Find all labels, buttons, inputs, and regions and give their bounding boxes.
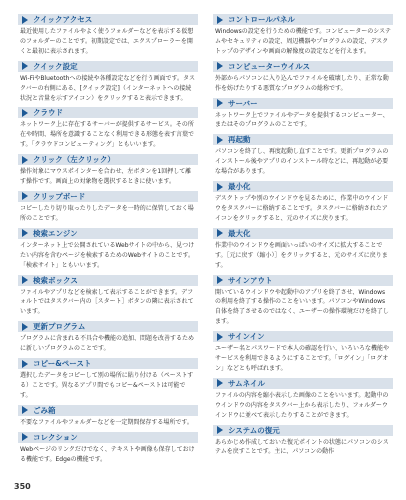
entry-body: 外部からパソコンに入り込んでファイルを破壊したり、正常な動作を妨げたりする悪質なプログラムの総称です。 — [215, 74, 389, 92]
glossary-entry — [18, 61, 198, 104]
entry-heading — [213, 378, 393, 389]
entry-body: ネットワーク上でファイルやデータを提供するコンピューター、またはそのプログラムのことです。 — [215, 111, 389, 129]
entry-body: パソコンを終了し、再度起動し直すことです。更新プログラムのインストール後やアプリのインストール時などに、再起動が必要な場合があります。 — [215, 148, 389, 176]
entry-body: Webページのリンクだけでなく、テキストや画像も保存しておける機能です。Edgeの機能です。 — [20, 445, 195, 463]
glossary-entry — [18, 107, 198, 150]
entry-title: 更新プログラム — [33, 322, 86, 332]
entry-body: 不要なファイルやフォルダーなどを一定期間保存する場所です。 — [20, 418, 193, 426]
entry-heading — [18, 358, 198, 369]
entry-title: ごみ箱 — [33, 405, 56, 415]
entry-heading — [18, 275, 198, 286]
glossary-entry — [213, 134, 393, 177]
entry-title: サインアウト — [228, 275, 273, 285]
entry-title: システムの復元 — [228, 425, 280, 435]
entry-heading — [18, 321, 198, 332]
entry-title: 検索ボックス — [33, 275, 78, 285]
entry-body: ネットワーク上に存在するサーバーが提供するサービス。その所在や時間、場所を意識することなく利用できる形態を表す言葉です。「クラウドコンピューティング」ともいいます。 — [20, 121, 195, 149]
entry-body: 作業中のウインドウを画面いっぱいのサイズに拡大することです。［元に戻す（縮小）］をクリックすると、元のサイズに戻ります。 — [215, 241, 388, 269]
entry-heading — [213, 331, 393, 342]
glossary-entry — [18, 14, 198, 57]
entry-title: クイックアクセス — [33, 15, 93, 24]
arrow-icon — [22, 276, 28, 284]
entry-heading — [18, 432, 198, 443]
entry-heading — [213, 134, 393, 145]
entry-body: プログラムに含まれる不具合や機能の追加、問題を改善するために新しいプログラムのことです。 — [20, 335, 194, 353]
entry-body: あらかじめ作成しておいた復元ポイントの状態にパソコンのシステムを戻すことです。主に、パソコンの動作 — [215, 438, 389, 456]
entry-body: コピーしたり切り取ったりしたデータを一時的に保管しておく場所のことです。 — [20, 204, 194, 222]
glossary-entry — [18, 321, 198, 354]
arrow-icon — [22, 360, 28, 368]
arrow-icon — [22, 323, 28, 331]
entry-body: インターネット上で公開されているWebサイトの中から、見つけたい内容を含むページを検索するためのWebサイトのことです。「検索サイト」ともいいます。 — [20, 241, 195, 269]
arrow-icon — [217, 426, 223, 434]
entry-body: 開いているウインドウや起動中のアプリを終了させ、Windowsの利用を終了する操作のことをいいます。パソコンやWindows自体を終了させるのではなく、ユーザーの操作環境だけを終了します。 — [215, 288, 389, 326]
entry-heading — [213, 98, 393, 109]
entry-title: 最小化 — [228, 182, 251, 192]
arrow-icon — [217, 183, 223, 191]
arrow-icon — [22, 156, 28, 164]
glossary-entry — [213, 378, 393, 421]
entry-heading — [18, 107, 198, 118]
entry-title: コンピューターウイルス — [228, 61, 311, 71]
arrow-icon — [22, 16, 28, 24]
glossary-entry — [18, 154, 198, 187]
entry-heading — [18, 191, 198, 202]
glossary-entry — [213, 228, 393, 271]
entry-heading — [213, 275, 393, 286]
entry-title: 再起動 — [228, 135, 251, 145]
arrow-icon — [22, 406, 28, 414]
entry-heading — [213, 61, 393, 72]
glossary-entry — [213, 331, 393, 374]
glossary-entry — [18, 405, 198, 428]
entry-title: コレクション — [33, 432, 78, 442]
arrow-icon — [22, 192, 28, 200]
entry-title: 最大化 — [228, 228, 251, 238]
entry-heading — [18, 228, 198, 239]
entry-body: 操作対象にマウスポインターを合わせ、左ボタンを1回押して離す操作です。画面上の対象物を選択するときに使います。 — [20, 168, 192, 186]
arrow-icon — [217, 16, 223, 24]
entry-title: コピー&ペースト — [33, 359, 92, 369]
entry-heading — [213, 14, 393, 25]
entry-title: サーバー — [228, 98, 258, 108]
arrow-icon — [217, 276, 223, 284]
entry-title: コントロールパネル — [228, 15, 295, 24]
entry-title: クリップボード — [33, 191, 86, 201]
glossary-entry — [213, 425, 393, 458]
page-number: 350 — [14, 482, 31, 491]
entry-heading — [18, 154, 198, 165]
entry-title: クリック（左クリック） — [33, 155, 115, 165]
entry-heading — [213, 425, 393, 436]
entry-body: デスクトップや別のウインドウを見るために、作業中のウインドウをタスクバーに格納することです。タスクバーに格納されたアイコンをクリックすると、元のサイズに戻ります。 — [215, 195, 389, 222]
glossary-entry — [18, 432, 198, 465]
arrow-icon — [22, 433, 28, 441]
entry-heading — [213, 181, 393, 192]
arrow-icon — [217, 229, 223, 237]
entry-heading — [18, 405, 198, 416]
entry-body: ユーザー名とパスワードで本人の確認を行い、いろいろな機能やサービスを利用できるようにすることです。「ログイン」「ログオン」などとも呼ばれます。 — [215, 345, 390, 372]
glossary-entry — [18, 275, 198, 318]
entry-body: 最近使用したファイルやよく使うフォルダーなどを表示する仮想のフォルダーのことです。初期設定では、エクスプローラーを開くと最初に表示されます。 — [20, 28, 194, 55]
entry-heading — [18, 61, 198, 72]
entry-body: Windowsの設定を行うための機能です。コンピューターのシステムやセキュリティの設定、周辺機器やプログラムの設定、デスクトップのデザインや画面の解像度の設定などを行えます。 — [215, 28, 392, 55]
entry-body: ファイルやアプリなどを検索して表示することができます。デフォルトではタスクバー内の［スタート］ボタンの隣に表示されています。 — [20, 288, 194, 316]
entry-title: クラウド — [33, 108, 63, 118]
entry-body: 選択したデータをコピーして別の場所に貼り付ける（ペーストする）ことです。異なるアプリ間でもコピー&ペーストは可能です。 — [20, 372, 194, 399]
glossary-entry — [18, 228, 198, 271]
arrow-icon — [22, 229, 28, 237]
arrow-icon — [217, 333, 223, 341]
glossary-entry — [213, 61, 393, 94]
glossary-entry — [213, 98, 393, 131]
arrow-icon — [217, 136, 223, 144]
entry-title: サムネイル — [228, 378, 265, 388]
glossary-entry — [213, 275, 393, 328]
arrow-icon — [22, 109, 28, 117]
entry-heading — [213, 228, 393, 239]
right-column — [213, 14, 393, 461]
glossary-entry — [18, 358, 198, 401]
glossary-entry — [213, 181, 393, 224]
entry-title: クイック設定 — [33, 61, 78, 71]
entry-title: サインイン — [228, 332, 265, 342]
arrow-icon — [217, 99, 223, 107]
entry-title: 検索エンジン — [33, 228, 78, 238]
entry-body: Wi-FiやBluetoothへの接続や各種設定などを行う画面です。タスクバーの右側にある、[クイック設定]（インターネットへの接続状況と音量を示すアイコン）をクリックすると表示できます。 — [20, 74, 195, 102]
entry-heading — [18, 14, 198, 25]
arrow-icon — [22, 62, 28, 70]
left-column — [18, 14, 198, 468]
arrow-icon — [217, 62, 223, 70]
glossary-entry — [213, 14, 393, 57]
arrow-icon — [217, 379, 223, 387]
entry-body: ファイルの内容を縮小表示した画像のことをいいます。起動中のウインドウの内容をタスクバー上から表示したり、フォルダーウインドウに並べて表示したりすることができます。 — [215, 391, 389, 419]
glossary-entry — [18, 191, 198, 224]
